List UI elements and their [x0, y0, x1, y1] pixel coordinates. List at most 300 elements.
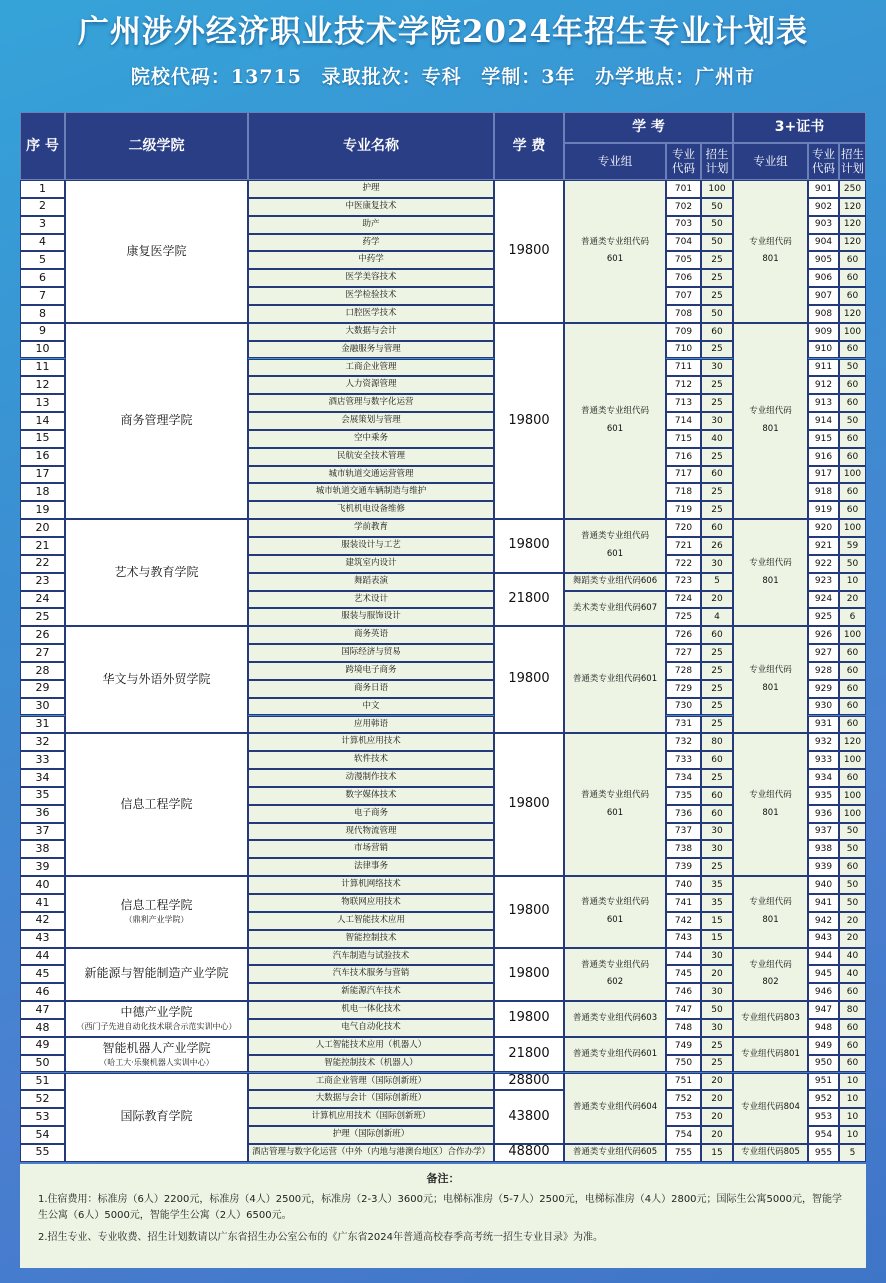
cert-plan: 10 [839, 573, 866, 591]
row-seq: 47 [20, 1001, 65, 1019]
major-name: 汽车制造与试验技术 [248, 948, 494, 966]
cert-major-code: 955 [808, 1144, 839, 1162]
xuekao-plan: 25 [701, 1055, 733, 1073]
xuekao-major-code: 751 [666, 1073, 701, 1091]
row-seq: 16 [20, 448, 65, 466]
xuekao-plan: 25 [701, 644, 733, 662]
cert-major-code: 943 [808, 930, 839, 948]
xuekao-group-label: 普通类专业组代码605 [572, 1146, 658, 1157]
xuekao-group-label: 普通类专业组代码 [580, 789, 649, 800]
xuekao-group [564, 1144, 666, 1162]
xuekao-plan: 25 [701, 858, 733, 876]
cert-plan: 60 [839, 680, 866, 698]
major-name: 新能源汽车技术 [248, 983, 494, 1001]
cert-major-code: 907 [808, 287, 839, 305]
cert-plan: 60 [839, 430, 866, 448]
cert-group-label: 专业组代码805 [741, 1146, 800, 1157]
xuekao-plan: 25 [701, 1037, 733, 1055]
cert-group [733, 948, 808, 1002]
tuition-fee: 19800 [494, 180, 564, 323]
xuekao-plan: 50 [701, 234, 733, 252]
row-seq: 36 [20, 805, 65, 823]
row-seq: 30 [20, 698, 65, 716]
major-name: 舞蹈表演 [248, 573, 494, 591]
dept-cell [65, 323, 248, 519]
row-seq: 38 [20, 840, 65, 858]
xuekao-major-code: 755 [666, 1144, 701, 1162]
cert-group [733, 1144, 808, 1162]
note-item: 2.招生专业、专业收费、招生计划数请以广东省招生办公室公布的《广东省2024年普通高校春季高考统一招生专业目录》为准。 [38, 1232, 603, 1243]
major-name: 智能控制技术（机器人） [248, 1055, 494, 1073]
major-name: 现代物流管理 [248, 823, 494, 841]
cert-group-label: 专业组代码 [749, 897, 792, 908]
row-seq: 32 [20, 733, 65, 751]
major-name: 飞机机电设备维修 [248, 501, 494, 519]
cert-major-code: 931 [808, 716, 839, 734]
major-name: 医学美容技术 [248, 269, 494, 287]
xuekao-major-code: 752 [666, 1090, 701, 1108]
cert-major-code: 933 [808, 751, 839, 769]
tuition-fee: 21800 [494, 573, 564, 627]
xuekao-group-label: 美术类专业组代码607 [572, 602, 658, 613]
school-code: 院校代码：13715 [130, 66, 302, 88]
cert-major-code: 948 [808, 1019, 839, 1037]
cert-plan: 60 [839, 983, 866, 1001]
cert-major-code: 912 [808, 376, 839, 394]
xuekao-major-code: 731 [666, 716, 701, 734]
xuekao-group [564, 1073, 666, 1144]
major-name: 医学检验技术 [248, 287, 494, 305]
cert-plan: 80 [839, 1001, 866, 1019]
row-seq: 52 [20, 1090, 65, 1108]
xuekao-group [564, 626, 666, 733]
cert-plan: 250 [839, 180, 866, 198]
xuekao-plan: 100 [701, 180, 733, 198]
xuekao-plan: 15 [701, 930, 733, 948]
xuekao-plan: 60 [701, 805, 733, 823]
major-name: 跨境电子商务 [248, 662, 494, 680]
xuekao-major-code: 742 [666, 912, 701, 930]
cert-plan: 59 [839, 537, 866, 555]
cert-major-code: 918 [808, 483, 839, 501]
school-location: 办学地点：广州市 [595, 66, 756, 88]
xuekao-major-code: 743 [666, 930, 701, 948]
xuekao-plan: 15 [701, 1144, 733, 1162]
cert-plan: 100 [839, 751, 866, 769]
xuekao-plan: 26 [701, 537, 733, 555]
xuekao-plan: 5 [701, 573, 733, 591]
xuekao-major-code: 729 [666, 680, 701, 698]
xuekao-major-code: 719 [666, 501, 701, 519]
row-seq: 1 [20, 180, 65, 198]
xuekao-major-code: 722 [666, 555, 701, 573]
major-name: 人工智能技术应用 [248, 912, 494, 930]
cert-major-code: 903 [808, 216, 839, 234]
major-name: 工商企业管理 [248, 359, 494, 377]
cert-major-code: 902 [808, 198, 839, 216]
dept-cell [65, 626, 248, 733]
cert-group-label: 专业组代码 [749, 406, 792, 417]
dept-name: 华文与外语外贸学院 [102, 671, 211, 686]
cert-plan: 5 [839, 1144, 866, 1162]
page-title: 广州涉外经济职业技术学院2024年招生专业计划表 [77, 14, 809, 50]
xuekao-group-header: 专业组 [564, 143, 666, 180]
row-seq: 54 [20, 1126, 65, 1144]
xuekao-plan: 30 [701, 983, 733, 1001]
cert-plan: 60 [839, 269, 866, 287]
cert-group-code: 801 [762, 914, 779, 925]
xuekao-plan: 4 [701, 608, 733, 626]
row-seq: 7 [20, 287, 65, 305]
dept-cell [65, 733, 248, 876]
cert-major-code: 953 [808, 1108, 839, 1126]
cert-major-code: 916 [808, 448, 839, 466]
cert-plan: 100 [839, 323, 866, 341]
row-seq: 33 [20, 751, 65, 769]
xuekao-plan: 20 [701, 965, 733, 983]
major-name: 城市轨道交通运营管理 [248, 466, 494, 484]
xuekao-major-code: 728 [666, 662, 701, 680]
cert-plan: 10 [839, 1126, 866, 1144]
row-seq: 9 [20, 323, 65, 341]
xuekao-major-code: 736 [666, 805, 701, 823]
row-seq: 27 [20, 644, 65, 662]
row-seq: 29 [20, 680, 65, 698]
row-seq: 3 [20, 216, 65, 234]
cert-plan: 40 [839, 965, 866, 983]
cert-plan: 10 [839, 1108, 866, 1126]
cert-plan: 6 [839, 608, 866, 626]
cert-plan: 50 [839, 412, 866, 430]
major-name: 助产 [248, 216, 494, 234]
xuekao-major-code: 726 [666, 626, 701, 644]
xuekao-major-code: 746 [666, 983, 701, 1001]
xuekao-major-code: 708 [666, 305, 701, 323]
xuekao-group [564, 948, 666, 1002]
cert-plan: 120 [839, 733, 866, 751]
dept-cell [65, 876, 248, 947]
xuekao-major-code: 713 [666, 394, 701, 412]
major-name: 市场营销 [248, 840, 494, 858]
xuekao-major-code: 718 [666, 483, 701, 501]
cert-plan-header: 招生 计划 [839, 143, 866, 180]
cert-plan: 60 [839, 1037, 866, 1055]
tuition-fee: 19800 [494, 733, 564, 876]
xuekao-major-code: 707 [666, 287, 701, 305]
xuekao-major-code: 723 [666, 573, 701, 591]
xuekao-group-label: 普通类专业组代码601 [572, 673, 658, 684]
xuekao-major-code: 740 [666, 876, 701, 894]
xuekao-plan: 25 [701, 376, 733, 394]
cert-plan: 60 [839, 501, 866, 519]
cert-group-code: 801 [762, 254, 779, 265]
xuekao-major-code: 734 [666, 769, 701, 787]
cert-major-code: 941 [808, 894, 839, 912]
major-name: 城市轨道交通车辆制造与维护 [248, 483, 494, 501]
row-seq: 53 [20, 1108, 65, 1126]
row-seq: 5 [20, 251, 65, 269]
cert-major-code: 947 [808, 1001, 839, 1019]
cert-major-code: 913 [808, 394, 839, 412]
xuekao-group [564, 591, 666, 627]
row-seq: 14 [20, 412, 65, 430]
xuekao-group [564, 180, 666, 323]
major-name: 护理 [248, 180, 494, 198]
major-name: 艺术设计 [248, 591, 494, 609]
row-seq: 34 [20, 769, 65, 787]
tuition-fee: 19800 [494, 323, 564, 519]
xuekao-major-code: 747 [666, 1001, 701, 1019]
cert-plan: 60 [839, 448, 866, 466]
xuekao-group-label: 普通类专业组代码 [580, 959, 649, 970]
row-seq: 41 [20, 894, 65, 912]
row-seq: 40 [20, 876, 65, 894]
cert-major-code: 909 [808, 323, 839, 341]
xuekao-plan: 50 [701, 305, 733, 323]
xuekao-plan-header: 招生 计划 [701, 143, 733, 180]
cert-plan: 100 [839, 466, 866, 484]
row-seq: 10 [20, 341, 65, 359]
cert-group-label: 专业组代码803 [741, 1013, 800, 1024]
major-name: 商务日语 [248, 680, 494, 698]
major-name: 物联网应用技术 [248, 894, 494, 912]
xuekao-plan: 30 [701, 948, 733, 966]
xuekao-group-label: 普通类专业组代码601 [572, 1048, 658, 1059]
xuekao-plan: 20 [701, 1126, 733, 1144]
row-seq: 46 [20, 983, 65, 1001]
row-seq: 11 [20, 359, 65, 377]
cert-plan: 60 [839, 644, 866, 662]
major-name: 护理（国际创新班） [248, 1126, 494, 1144]
major-name: 大数据与会计 [248, 323, 494, 341]
major-name: 机电一体化技术 [248, 1001, 494, 1019]
row-seq: 15 [20, 430, 65, 448]
xuekao-plan: 20 [701, 1090, 733, 1108]
cert-major-code: 911 [808, 359, 839, 377]
xuekao-group [564, 323, 666, 519]
dept-cell [65, 1037, 248, 1073]
xuekao-plan: 30 [701, 359, 733, 377]
xuekao-major-code: 732 [666, 733, 701, 751]
row-seq: 37 [20, 823, 65, 841]
xuekao-plan: 35 [701, 876, 733, 894]
xuekao-plan: 35 [701, 894, 733, 912]
seq-header: 序 号 [20, 112, 65, 180]
row-seq: 19 [20, 501, 65, 519]
xuekao-major-code: 750 [666, 1055, 701, 1073]
cert-plan: 50 [839, 823, 866, 841]
row-seq: 4 [20, 234, 65, 252]
xuekao-major-code: 741 [666, 894, 701, 912]
xuekao-plan: 25 [701, 394, 733, 412]
major-name: 空中乘务 [248, 430, 494, 448]
row-seq: 23 [20, 573, 65, 591]
major-name: 建筑室内设计 [248, 555, 494, 573]
xuekao-plan: 25 [701, 769, 733, 787]
xuekao-plan: 25 [701, 269, 733, 287]
xuekao-plan: 60 [701, 466, 733, 484]
cert-major-code: 952 [808, 1090, 839, 1108]
dept-name: 中德产业学院 [120, 1005, 193, 1020]
cert-plan: 50 [839, 840, 866, 858]
xuekao-major-code: 745 [666, 965, 701, 983]
cert-group-label: 专业组代码 [749, 959, 792, 970]
tuition-fee: 19800 [494, 1001, 564, 1037]
row-seq: 26 [20, 626, 65, 644]
major-name: 数字媒体技术 [248, 787, 494, 805]
cert-major-code: 932 [808, 733, 839, 751]
major-name: 药学 [248, 234, 494, 252]
cert-major-code: 901 [808, 180, 839, 198]
xuekao-plan: 50 [701, 1001, 733, 1019]
cert-group [733, 519, 808, 626]
cert-major-code: 938 [808, 840, 839, 858]
cert-major-code: 939 [808, 858, 839, 876]
cert-plan: 40 [839, 948, 866, 966]
row-seq: 13 [20, 394, 65, 412]
cert-major-code: 946 [808, 983, 839, 1001]
xuekao-major-code: 739 [666, 858, 701, 876]
row-seq: 20 [20, 519, 65, 537]
cert-plan: 100 [839, 519, 866, 537]
cert-major-code: 920 [808, 519, 839, 537]
row-seq: 24 [20, 591, 65, 609]
major-name: 计算机网络技术 [248, 876, 494, 894]
major-name: 大数据与会计（国际创新班） [248, 1090, 494, 1108]
xuekao-major-code: 701 [666, 180, 701, 198]
cert-group-code: 801 [762, 807, 779, 818]
major-name: 动漫制作技术 [248, 769, 494, 787]
cert-group-code: 802 [762, 977, 779, 988]
cert-major-code: 935 [808, 787, 839, 805]
cert-plan: 20 [839, 930, 866, 948]
xuekao-group [564, 573, 666, 591]
xuekao-plan: 80 [701, 733, 733, 751]
major-name: 服装与服饰设计 [248, 608, 494, 626]
tuition-fee: 19800 [494, 519, 564, 573]
xuekao-header: 学 考 [564, 112, 733, 143]
cert-major-code: 926 [808, 626, 839, 644]
xuekao-major-code: 714 [666, 412, 701, 430]
tuition-fee: 19800 [494, 876, 564, 947]
cert-major-code: 930 [808, 698, 839, 716]
fee-header: 学 费 [494, 112, 564, 180]
major-name: 会展策划与管理 [248, 412, 494, 430]
cert-plan: 10 [839, 1073, 866, 1091]
cert-major-code: 942 [808, 912, 839, 930]
xuekao-group-label: 普通类专业组代码603 [572, 1013, 658, 1024]
row-seq: 39 [20, 858, 65, 876]
cert-plan: 50 [839, 876, 866, 894]
xuekao-group [564, 1037, 666, 1073]
major-name: 商务英语 [248, 626, 494, 644]
cert-group-label: 专业组代码 [749, 665, 792, 676]
cert-plan: 10 [839, 1090, 866, 1108]
cert-major-code: 944 [808, 948, 839, 966]
dept-name: 信息工程学院 [120, 898, 193, 913]
row-seq: 21 [20, 537, 65, 555]
xuekao-major-code: 727 [666, 644, 701, 662]
xuekao-group-label: 普通类专业组代码 [580, 897, 649, 908]
row-seq: 42 [20, 912, 65, 930]
cert-plan: 50 [839, 359, 866, 377]
cert-plan: 50 [839, 555, 866, 573]
dept-cell [65, 948, 248, 1002]
xuekao-group-code: 602 [606, 977, 624, 988]
cert-plan: 60 [839, 287, 866, 305]
cert-plan: 120 [839, 305, 866, 323]
tuition-fee: 19800 [494, 626, 564, 733]
cert-group [733, 1001, 808, 1037]
cert-major-code: 922 [808, 555, 839, 573]
xuekao-major-code: 703 [666, 216, 701, 234]
row-seq: 44 [20, 948, 65, 966]
xuekao-major-code: 721 [666, 537, 701, 555]
cert-plan: 60 [839, 662, 866, 680]
dept-cell [65, 1001, 248, 1037]
xuekao-plan: 20 [701, 1108, 733, 1126]
cert-plan: 60 [839, 716, 866, 734]
dept-name: 商务管理学院 [120, 413, 193, 428]
xuekao-group-label: 普通类专业组代码604 [572, 1102, 658, 1113]
xuekao-major-code: 737 [666, 823, 701, 841]
xuekao-plan: 60 [701, 751, 733, 769]
dept-name: 新能源与智能制造产业学院 [84, 966, 229, 981]
cert-major-code: 934 [808, 769, 839, 787]
cert-plan: 60 [839, 394, 866, 412]
dept-cell [65, 180, 248, 323]
cert-group-label: 专业组代码 [749, 789, 792, 800]
xuekao-plan: 60 [701, 323, 733, 341]
row-seq: 12 [20, 376, 65, 394]
xuekao-major-code: 720 [666, 519, 701, 537]
cert-header: 3+证书 [733, 112, 866, 143]
xuekao-plan: 25 [701, 341, 733, 359]
dept-cell [65, 1073, 248, 1162]
cert-group [733, 876, 808, 947]
xuekao-major-code: 712 [666, 376, 701, 394]
cert-plan: 100 [839, 805, 866, 823]
cert-major-code: 925 [808, 608, 839, 626]
cert-group [733, 180, 808, 323]
notes-box [20, 1164, 866, 1268]
cert-major-code: 937 [808, 823, 839, 841]
xuekao-major-code: 705 [666, 251, 701, 269]
xuekao-major-code: 724 [666, 591, 701, 609]
major-name: 国际经济与贸易 [248, 644, 494, 662]
xuekao-major-code: 711 [666, 359, 701, 377]
xuekao-plan: 20 [701, 1073, 733, 1091]
row-seq: 2 [20, 198, 65, 216]
study-years: 学制：3年 [481, 66, 576, 88]
dept-name: 艺术与教育学院 [114, 564, 199, 579]
xuekao-group-code: 601 [606, 807, 624, 818]
cert-plan: 60 [839, 1019, 866, 1037]
major-name: 中药学 [248, 251, 494, 269]
cert-plan: 60 [839, 1055, 866, 1073]
cert-plan: 60 [839, 858, 866, 876]
row-seq: 35 [20, 787, 65, 805]
cert-code-header: 专业 代码 [808, 143, 839, 180]
cert-group-label: 专业组代码 [749, 557, 792, 568]
xuekao-plan: 25 [701, 716, 733, 734]
xuekao-plan: 25 [701, 251, 733, 269]
xuekao-plan: 30 [701, 1019, 733, 1037]
xuekao-major-code: 702 [666, 198, 701, 216]
tuition-fee: 48800 [494, 1144, 564, 1162]
xuekao-plan: 60 [701, 519, 733, 537]
cert-group-label: 专业组代码804 [741, 1102, 800, 1113]
